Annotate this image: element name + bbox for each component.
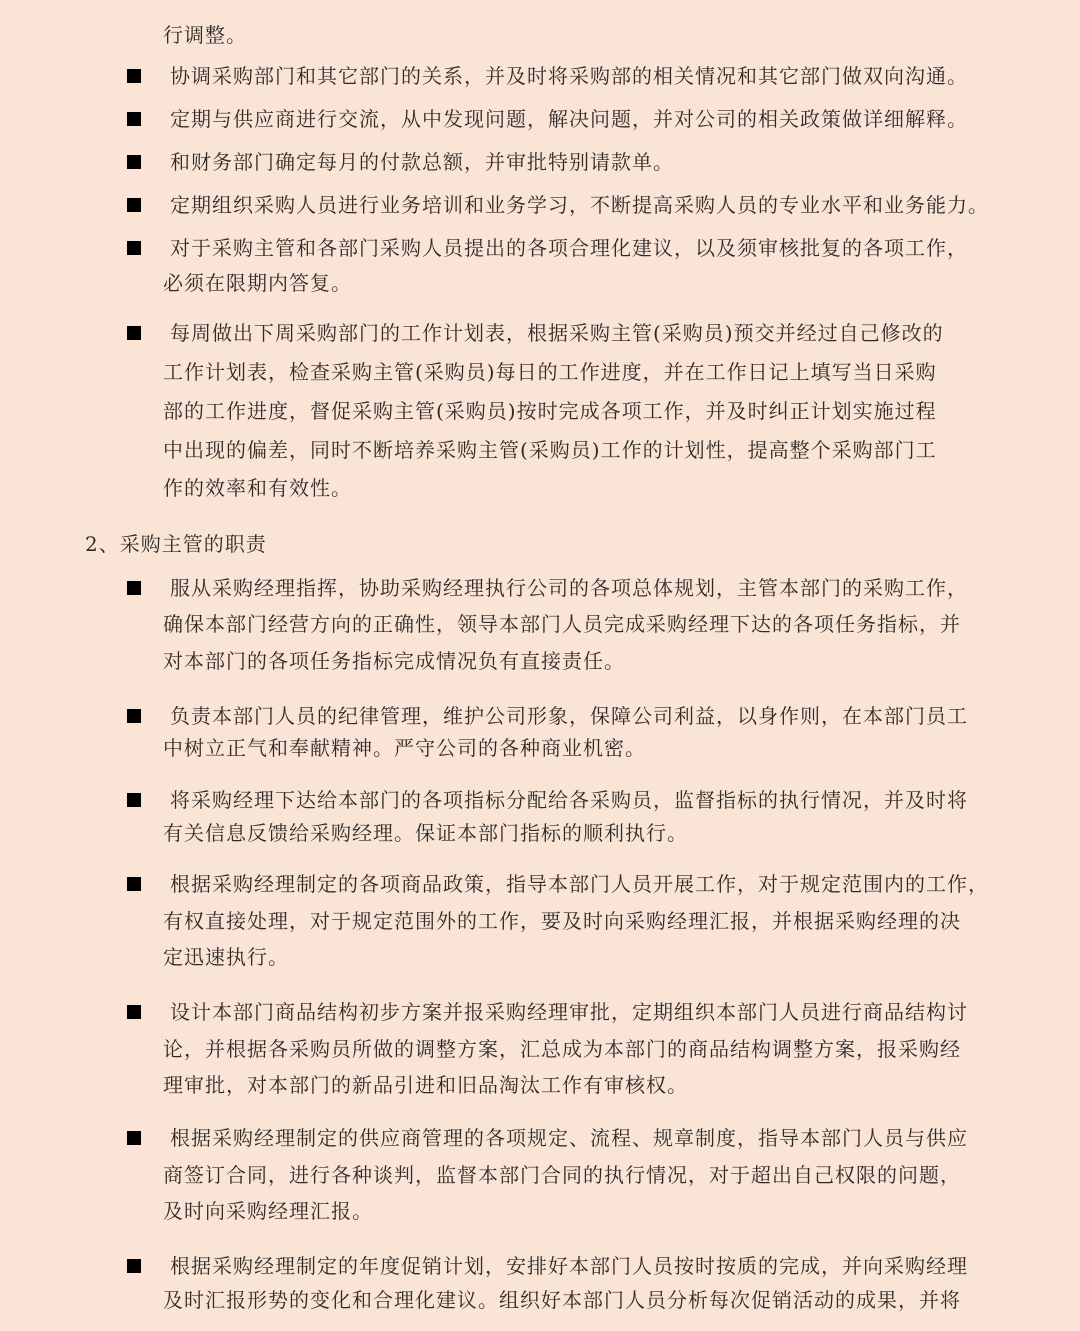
list-item-line: 将采购经理下达给本部门的各项指标分配给各采购员，监督指标的执行情况，并及时将 (170, 788, 968, 812)
list-item-line: 根据采购经理制定的供应商管理的各项规定、流程、规章制度，指导本部门人员与供应 (170, 1126, 968, 1150)
list-item-line: 定期组织采购人员进行业务培训和业务学习，不断提高采购人员的专业水平和业务能力。 (170, 193, 989, 217)
list-item-line: 有权直接处理，对于规定范围外的工作，要及时向采购经理汇报，并根据采购经理的决 (163, 909, 961, 933)
bullet-square-icon (127, 198, 141, 212)
list-item-line: 根据采购经理制定的年度促销计划，安排好本部门人员按时按质的完成，并向采购经理 (170, 1254, 968, 1278)
bullet-square-icon (127, 69, 141, 83)
section-title: 2、采购主管的职责 (85, 532, 267, 556)
list-item-line: 工作计划表，检查采购主管(采购员)每日的工作进度，并在工作日记上填写当日采购 (163, 360, 937, 384)
list-item-line: 论，并根据各采购员所做的调整方案，汇总成为本部门的商品结构调整方案，报采购经 (163, 1037, 961, 1061)
list-item-line: 必须在限期内答复。 (163, 271, 352, 295)
bullet-square-icon (127, 1131, 141, 1145)
list-item-line: 中树立正气和奉献精神。严守公司的各种商业机密。 (163, 736, 646, 760)
list-item-line: 定期与供应商进行交流，从中发现问题，解决问题，并对公司的相关政策做详细解释。 (170, 107, 968, 131)
list-item-line: 对本部门的各项任务指标完成情况负有直接责任。 (163, 649, 625, 673)
list-item-line: 理审批，对本部门的新品引进和旧品淘汰工作有审核权。 (163, 1073, 688, 1097)
list-item-line: 商签订合同，进行各种谈判，监督本部门合同的执行情况，对于超出自己权限的问题， (163, 1163, 961, 1187)
list-item-line: 定迅速执行。 (163, 945, 289, 969)
bullet-square-icon (127, 1259, 141, 1273)
bullet-square-icon (127, 581, 141, 595)
bullet-square-icon (127, 326, 141, 340)
list-item-line: 对于采购主管和各部门采购人员提出的各项合理化建议，以及须审核批复的各项工作， (170, 236, 968, 260)
list-item-line: 部的工作进度，督促采购主管(采购员)按时完成各项工作，并及时纠正计划实施过程 (163, 399, 937, 423)
bullet-square-icon (127, 241, 141, 255)
list-item-line: 设计本部门商品结构初步方案并报采购经理审批，定期组织本部门人员进行商品结构讨 (170, 1000, 968, 1024)
list-item-line: 每周做出下周采购部门的工作计划表，根据采购主管(采购员)预交并经过自己修改的 (170, 321, 944, 345)
list-item-line: 作的效率和有效性。 (163, 476, 352, 500)
bullet-square-icon (127, 112, 141, 126)
list-item-line: 及时汇报形势的变化和合理化建议。组织好本部门人员分析每次促销活动的成果，并将 (163, 1288, 961, 1312)
intro-line: 行调整。 (163, 23, 247, 47)
bullet-square-icon (127, 155, 141, 169)
list-item-line: 负责本部门人员的纪律管理，维护公司形象，保障公司利益，以身作则，在本部门员工 (170, 704, 968, 728)
list-item-line: 确保本部门经营方向的正确性，领导本部门人员完成采购经理下达的各项任务指标，并 (163, 612, 961, 636)
bullet-square-icon (127, 709, 141, 723)
bullet-square-icon (127, 877, 141, 891)
list-item-line: 服从采购经理指挥，协助采购经理执行公司的各项总体规划，主管本部门的采购工作， (170, 576, 968, 600)
list-item-line: 协调采购部门和其它部门的关系，并及时将采购部的相关情况和其它部门做双向沟通。 (170, 64, 968, 88)
list-item-line: 中出现的偏差，同时不断培养采购主管(采购员)工作的计划性，提高整个采购部门工 (163, 438, 937, 462)
list-item-line: 和财务部门确定每月的付款总额，并审批特别请款单。 (170, 150, 674, 174)
list-item-line: 有关信息反馈给采购经理。保证本部门指标的顺利执行。 (163, 821, 688, 845)
bullet-square-icon (127, 793, 141, 807)
list-item-line: 根据采购经理制定的各项商品政策，指导本部门人员开展工作，对于规定范围内的工作， (170, 872, 989, 896)
list-item-line: 及时向采购经理汇报。 (163, 1199, 373, 1223)
bullet-square-icon (127, 1005, 141, 1019)
